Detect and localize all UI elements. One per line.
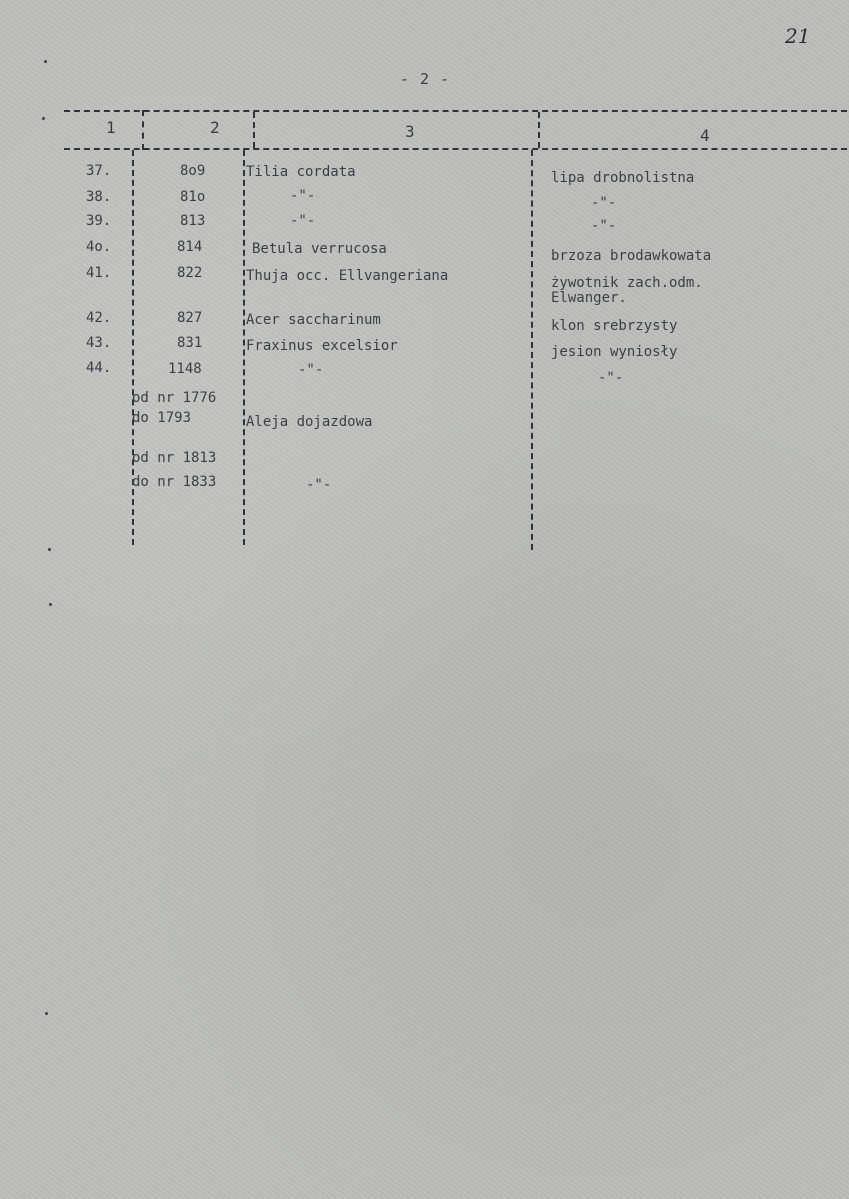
margin-mark bbox=[48, 548, 51, 551]
row-39-nr: 813 bbox=[180, 213, 206, 229]
row-37-polish: lipa drobnolistna bbox=[551, 170, 695, 186]
row-38-polish: -"- bbox=[591, 195, 617, 211]
row-39-latin: -"- bbox=[290, 213, 316, 229]
column-header-1: 1 bbox=[106, 118, 116, 137]
row-41-polish: żywotnik zach.odm. bbox=[551, 275, 703, 291]
row-44-polish: -"- bbox=[598, 370, 624, 386]
row-44-lp: 44. bbox=[86, 360, 112, 376]
row-43-lp: 43. bbox=[86, 335, 112, 351]
row-37-nr: 8o9 bbox=[180, 163, 206, 179]
row-42-lp: 42. bbox=[86, 310, 112, 326]
range-2-to: do nr 1833 bbox=[132, 474, 217, 490]
row-41-lp: 41. bbox=[86, 265, 112, 281]
column-divider-1 bbox=[142, 110, 144, 150]
row-40-latin: Betula verrucosa bbox=[252, 241, 387, 257]
row-37-latin: Tilia cordata bbox=[246, 164, 356, 180]
column-divider-3-body bbox=[531, 150, 533, 550]
margin-mark bbox=[45, 1012, 48, 1015]
row-42-latin: Acer saccharinum bbox=[246, 312, 381, 328]
column-header-4: 4 bbox=[700, 126, 710, 145]
row-44-latin: -"- bbox=[298, 362, 324, 378]
row-40-polish: brzoza brodawkowata bbox=[551, 248, 712, 264]
page-number: - 2 - bbox=[399, 70, 451, 88]
row-40-lp: 4o. bbox=[86, 239, 112, 255]
range-2-from: od nr 1813 bbox=[132, 450, 217, 466]
row-42-nr: 827 bbox=[177, 310, 203, 326]
row-43-latin: Fraxinus excelsior bbox=[246, 338, 398, 354]
row-38-nr: 81o bbox=[180, 189, 206, 205]
column-header-3: 3 bbox=[405, 122, 415, 141]
range-2-description: -"- bbox=[306, 477, 332, 493]
range-1-to: do 1793 bbox=[132, 410, 192, 426]
row-41-latin: Thuja occ. Ellvangeriana bbox=[246, 268, 449, 284]
row-43-polish: jesion wyniosły bbox=[551, 344, 678, 360]
row-39-polish: -"- bbox=[591, 218, 617, 234]
column-divider-2-body bbox=[243, 150, 245, 545]
column-header-2: 2 bbox=[210, 118, 220, 137]
column-divider-2 bbox=[253, 112, 255, 148]
margin-mark bbox=[49, 603, 52, 606]
margin-mark bbox=[44, 60, 47, 63]
column-divider-3 bbox=[538, 112, 540, 148]
row-41-polish-continued: Elwanger. bbox=[551, 290, 627, 306]
handwritten-page-number: 21 bbox=[785, 24, 811, 48]
header-bottom-rule bbox=[64, 148, 847, 150]
row-43-nr: 831 bbox=[177, 335, 203, 351]
range-1-from: od nr 1776 bbox=[132, 390, 217, 406]
row-44-nr: 1148 bbox=[168, 361, 202, 377]
header-top-rule bbox=[64, 110, 847, 112]
range-1-description: Aleja dojazdowa bbox=[246, 414, 373, 430]
row-37-lp: 37. bbox=[86, 163, 112, 179]
row-41-nr: 822 bbox=[177, 265, 203, 281]
row-42-polish: klon srebrzysty bbox=[551, 318, 678, 334]
row-38-latin: -"- bbox=[290, 188, 316, 204]
row-40-nr: 814 bbox=[177, 239, 203, 255]
margin-mark bbox=[42, 117, 45, 120]
row-38-lp: 38. bbox=[86, 189, 112, 205]
row-39-lp: 39. bbox=[86, 213, 112, 229]
